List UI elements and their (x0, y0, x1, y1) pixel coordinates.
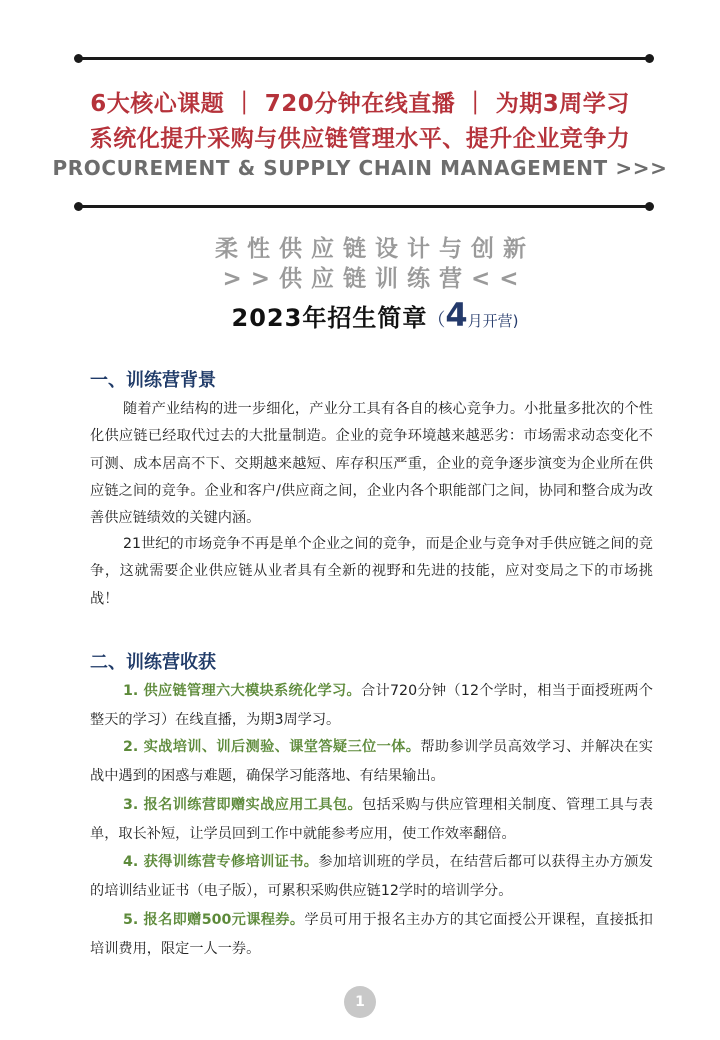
background-paragraph: 21世纪的市场竞争不再是单个企业之间的竞争，而是企业与竞争对手供应链之间的竞争，这就需要企业供应链从业者具有全新的视野和先进的技能，应对变局之下的市场挑战！ (90, 536, 653, 607)
benefit-text: 参加培训班的学员，在结营后都可以获得主办方颁发的培训结业证书（电子版），可累积采购供应链12学时的培训学分。 (90, 854, 653, 899)
section-benefits-heading: 二、训练营收获 (90, 652, 216, 673)
top-divider (78, 57, 650, 60)
benefit-item (90, 906, 653, 964)
enrollment-main-title: 2023年招生简章 (231, 304, 428, 332)
enrollment-month-number: 4 (445, 296, 468, 334)
enrollment-title (0, 296, 720, 334)
bottom-divider (78, 205, 650, 208)
course-title: 柔性供应链设计与创新 (215, 236, 535, 262)
benefit-title: 3. 报名训练营即赠实战应用工具包。 (123, 797, 363, 813)
benefit-item (90, 848, 653, 906)
benefit-text: 学员可用于报名主办方的其它面授公开课程，直接抵扣培训费用，限定一人一券。 (90, 912, 653, 957)
header-slogan: 系统化提升采购与供应链管理水平、提升企业竞争力 (89, 126, 631, 152)
benefit-text: 包括采购与供应管理相关制度、管理工具与表单，取长补短，让学员回到工作中就能参考应用，使工作效率翻倍。 (90, 797, 653, 842)
benefit-title: 1. 供应链管理六大模块系统化学习。 (123, 683, 362, 699)
benefit-item (90, 677, 653, 735)
enrollment-paren-open: （ (427, 310, 446, 331)
background-paragraph: 随着产业结构的进一步细化，产业分工具有各自的核心竞争力。小批量多批次的个性化供应链已经取代过去的大批量制造。企业的竞争环境越来越恶劣：市场需求动态变化不可测、成本居高不下、交期越来越短、库存积压严重，企业的竞争逐步演变为企业所在供应链之间的竞争。企业和客户/供应商之间，企业内各个职能部门之间，协同和整合成为改善供应链绩效的关键内涵。 (90, 401, 653, 527)
benefit-title: 5. 报名即赠500元课程券。 (123, 912, 305, 928)
enrollment-month-suffix: 月开营) (467, 312, 519, 330)
page-number-badge: 1 (344, 986, 376, 1018)
camp-name: >>供应链训练营<< (222, 266, 528, 292)
header-english-title: PROCUREMENT & SUPPLY CHAIN MANAGEMENT >>> (52, 156, 668, 180)
benefit-title: 2. 实战培训、训后测验、课堂答疑三位一体。 (123, 739, 421, 755)
benefit-text: 帮助参训学员高效学习、并解决在实战中遇到的困惑与难题，确保学习能落地、有结果输出。 (90, 739, 653, 784)
header-key-facts: 6大核心课题 ｜ 720分钟在线直播 ｜ 为期3周学习 (90, 91, 630, 117)
benefit-item (90, 733, 653, 791)
section-background-heading: 一、训练营背景 (90, 370, 216, 391)
benefit-text: 合计720分钟（12个学时，相当于面授班两个整天的学习）在线直播，为期3周学习。 (90, 683, 653, 728)
benefit-item (90, 791, 653, 849)
benefit-title: 4. 获得训练营专修培训证书。 (123, 854, 319, 870)
